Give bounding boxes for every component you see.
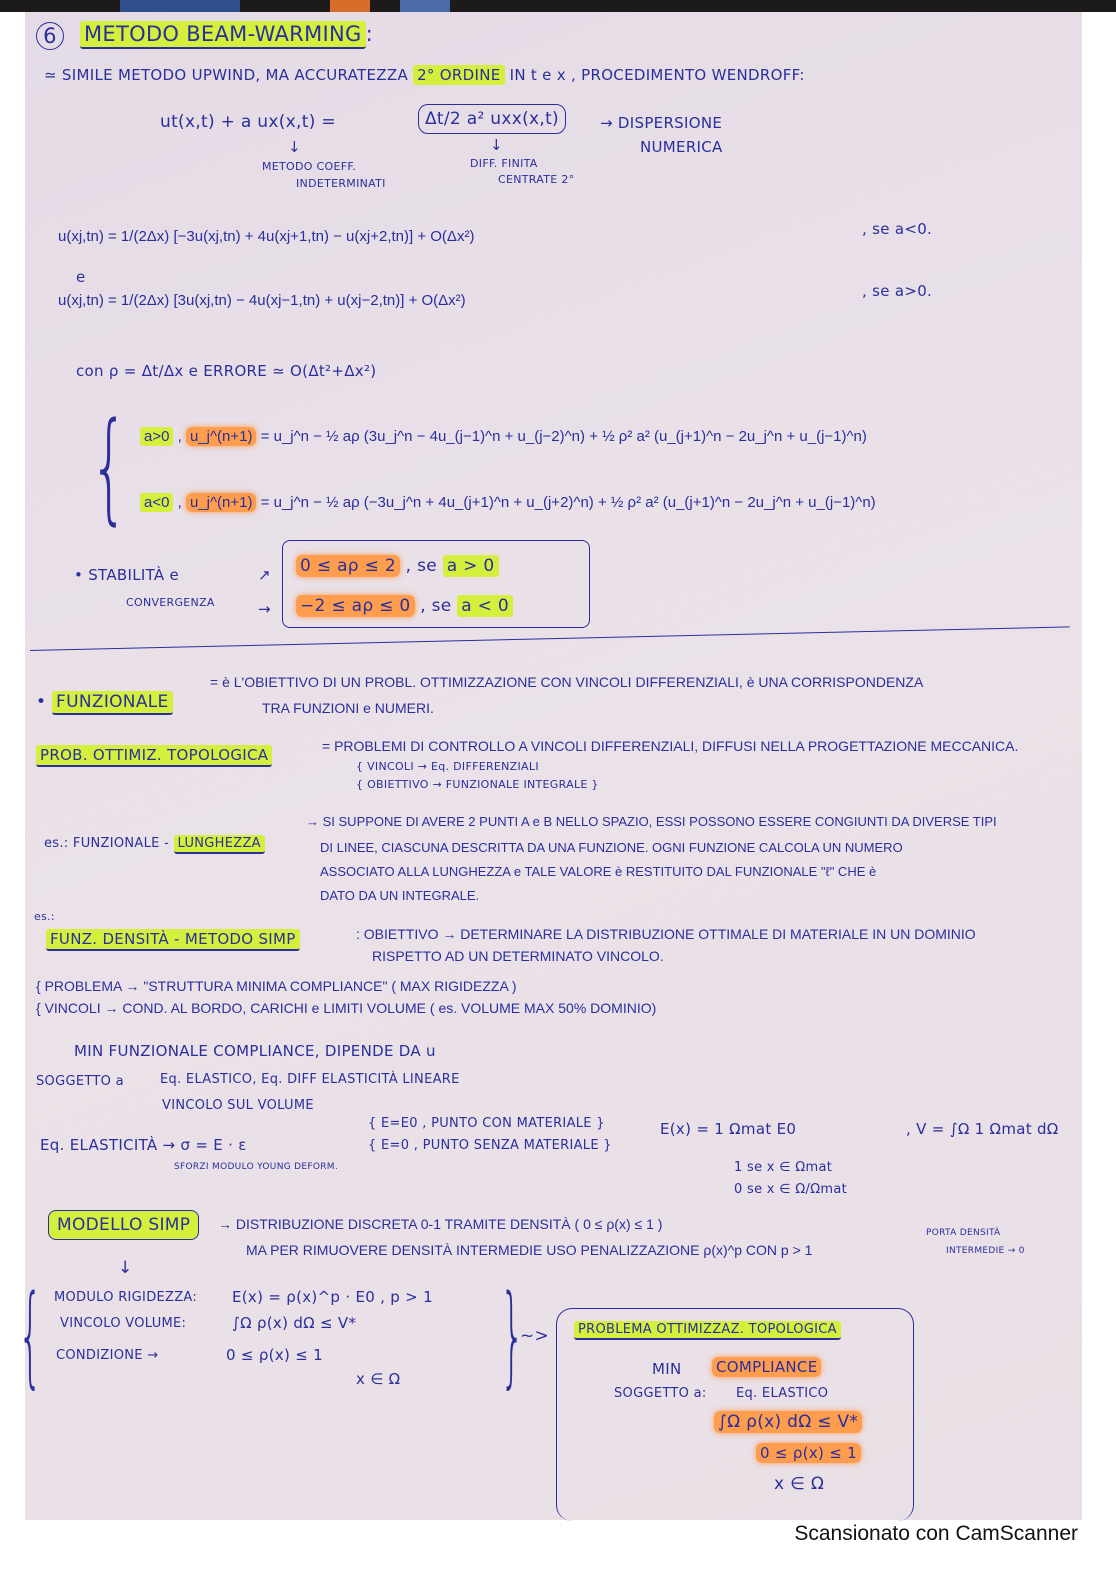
range-highlight: 0 ≤ ρ(x) ≤ 1 <box>756 1443 861 1463</box>
summary-title-text: PROBLEMA OTTIMIZZAZ. TOPOLOGICA <box>574 1321 841 1340</box>
scheme-row-neg: a<0 , u_j^(n+1) = u_j^n − ½ aρ (−3u_j^n + 4u_(j+1)^n + u_(j+2)^n) + ½ ρ² a² (u_(j+1)^n − 2u_j^n + u_(j−1)^n) <box>140 494 876 511</box>
stability-sep: , se <box>420 596 452 616</box>
soggetto-label: SOGGETTO a <box>36 1074 124 1089</box>
simp-text: MA PER RIMUOVERE DENSITÀ INTERMEDIE USO PENALIZZAZIONE ρ(x)^p CON p > 1 <box>246 1242 813 1258</box>
densita-min: MIN FUNZIONALE COMPLIANCE, DIPENDE DA u <box>74 1042 436 1060</box>
section-number: 6 <box>36 22 64 50</box>
summary-domain: x ∈ Ω <box>774 1474 825 1494</box>
es-label: es.: <box>34 910 55 923</box>
densita-text: RISPETTO AD UN DETERMINATO VINCOLO. <box>372 948 664 964</box>
densita-problema: { PROBLEMA → "STRUTTURA MINIMA COMPLIANCE" ( MAX RIGIDEZZA ) <box>36 978 517 994</box>
stability-row <box>296 596 513 616</box>
intro-highlight: 2° ORDINE <box>413 65 504 85</box>
summary-range <box>756 1444 861 1462</box>
simp-brace-left: { <box>18 1271 43 1399</box>
pde-note: INDETERMINATI <box>296 177 386 190</box>
stability-row <box>296 556 499 576</box>
ex-eq: E(x) = 1 Ωmat E0 <box>660 1120 797 1138</box>
simp-vin-label: VINCOLO VOLUME: <box>60 1316 187 1331</box>
simp-text: → DISTRIBUZIONE DISCRETA 0-1 TRAMITE DENSITÀ ( 0 ≤ ρ(x) ≤ 1 ) <box>218 1216 663 1232</box>
funzionale-def: TRA FUNZIONI e NUMERI. <box>262 700 434 716</box>
simp-vin-eq: ∫Ω ρ(x) dΩ ≤ V* <box>232 1314 357 1332</box>
elasticity-labels: SFORZI MODULO YOUNG DEFORM. <box>174 1162 339 1172</box>
topologica-def: { VINCOLI → Eq. DIFFERENZIALI <box>356 760 539 773</box>
scheme-brace: { <box>90 398 129 537</box>
stability-sep: , se <box>405 556 437 576</box>
densita-vincoli: { VINCOLI → COND. AL BORDO, CARICHI e LIMITI VOLUME ( es. VOLUME MAX 50% DOMINIO) <box>36 1000 657 1016</box>
pde-lhs: ut(x,t) + a ux(x,t) = <box>160 112 336 132</box>
summary-min: MIN <box>652 1360 682 1378</box>
pde-note: CENTRATE 2° <box>498 173 575 186</box>
esempio-text: DATO DA UN INTEGRALE. <box>320 888 480 903</box>
scheme-rhs: = u_j^n − ½ aρ (3u_j^n − 4u_(j−1)^n + u_(j−2)^n) + ½ ρ² a² (u_(j+1)^n − 2u_j^n + u_(j−1)^n) <box>260 428 867 445</box>
esempio-text: → SI SUPPONE DI AVERE 2 PUNTI A e B NELLO SPAZIO, ESSI POSSONO ESSERE CONGIUNTI DA DIVERSE TIPI <box>306 814 997 829</box>
esempio-text: ASSOCIATO ALLA LUNGHEZZA e TALE VALORE è RESTITUITO DAL FUNZIONALE "ℓ" CHE è <box>320 864 877 879</box>
unknown-highlight: u_j^(n+1) <box>186 493 257 512</box>
scan-edge-blob <box>400 0 450 12</box>
summary-vol <box>714 1412 862 1432</box>
pde-note: METODO COEFF. <box>262 160 357 173</box>
down-arrow-icon: ↓ <box>118 1258 133 1278</box>
compliance-highlight: COMPLIANCE <box>712 1357 821 1377</box>
stability-cond: a > 0 <box>443 555 499 577</box>
unknown-highlight: u_j^(n+1) <box>186 427 257 446</box>
term-highlight: LUNGHEZZA <box>174 835 265 854</box>
implies-arrow-icon: ~> <box>520 1326 550 1346</box>
simp-note: PORTA DENSITÀ <box>926 1228 1001 1238</box>
topologica-def: = PROBLEMI DI CONTROLLO A VINCOLI DIFFERENZIALI, DIFFUSI NELLA PROGETTAZIONE MECCANICA. <box>322 738 1019 754</box>
derivative-a-neg-cond: , se a<0. <box>862 220 933 238</box>
term-highlight: FUNZIONALE <box>52 691 173 715</box>
title-text: METODO BEAM-WARMING <box>80 21 366 49</box>
densita-term <box>46 930 300 948</box>
scan-edge-blob <box>120 0 240 12</box>
intro-line <box>44 66 805 84</box>
densita-text: : OBIETTIVO → DETERMINARE LA DISTRIBUZIONE OTTIMALE DI MATERIALE IN UN DOMINIO <box>356 926 976 942</box>
simp-mod-eq: E(x) = ρ(x)^p · E0 , p > 1 <box>232 1288 433 1306</box>
summary-title <box>574 1322 841 1337</box>
pde-rhs-box: Δt/2 a² uxx(x,t) <box>418 104 566 134</box>
condition-highlight: a<0 <box>140 493 173 512</box>
simp-cond-eq: 0 ≤ ρ(x) ≤ 1 <box>226 1346 323 1364</box>
funzionale-term: • FUNZIONALE <box>36 692 173 712</box>
topologica-term <box>36 746 272 764</box>
pde-note: NUMERICA <box>640 138 723 156</box>
elasticity-eq: Eq. ELASTICITÀ → σ = E · ε <box>40 1136 247 1154</box>
soggetto-item: VINCOLO SUL VOLUME <box>162 1098 314 1113</box>
arrow-icon: → <box>258 600 271 618</box>
derivative-a-neg: u(xj,tn) = 1/(2Δx) [−3u(xj,tn) + 4u(xj+1,tn) − u(xj+2,tn)] + O(Δx²) <box>58 228 475 245</box>
intro-text: IN t e x , PROCEDIMENTO WENDROFF: <box>509 66 805 84</box>
down-arrow-icon: ↓ <box>490 136 503 154</box>
ex-case: 0 se x ∈ Ω/Ωmat <box>734 1182 848 1197</box>
courant-note: con ρ = Δt/Δx e ERRORE ≃ O(Δt²+Δx²) <box>76 362 377 380</box>
elasticity-case: { E=0 , PUNTO SENZA MATERIALE } <box>368 1138 612 1153</box>
funzionale-def: = è L'OBIETTIVO DI UN PROBL. OTTIMIZZAZIONE CON VINCOLI DIFFERENZIALI, è UNA CORRISPONDENZA <box>210 674 924 690</box>
volume-eq: , V = ∫Ω 1 Ωmat dΩ <box>906 1120 1059 1138</box>
scheme-row-pos: a>0 , u_j^(n+1) = u_j^n − ½ aρ (3u_j^n − 4u_(j−1)^n + u_(j−2)^n) + ½ ρ² a² (u_(j+1)^n − 2u_j^n + u_(j−1)^n) <box>140 428 867 445</box>
topologica-def: { OBIETTIVO → FUNZIONALE INTEGRALE } <box>356 778 599 791</box>
derivative-a-pos-cond: , se a>0. <box>862 282 933 300</box>
scan-top-edge <box>0 0 1116 12</box>
pde-note: DIFF. FINITA <box>470 157 538 170</box>
scan-edge-blob <box>330 0 370 12</box>
vol-highlight: ∫Ω ρ(x) dΩ ≤ V* <box>714 1411 862 1433</box>
ex-case: 1 se x ∈ Ωmat <box>734 1160 833 1175</box>
stability-range: 0 ≤ aρ ≤ 2 <box>296 555 400 577</box>
soggetto-item: Eq. ELASTICO, Eq. DIFF ELASTICITÀ LINEARE <box>160 1072 460 1087</box>
derivative-a-pos: u(xj,tn) = 1/(2Δx) [3u(xj,tn) − 4u(xj−1,tn) + u(xj−2,tn)] + O(Δx²) <box>58 292 466 309</box>
simp-brace-right: } <box>500 1271 525 1399</box>
summary-eq: Eq. ELASTICO <box>736 1386 829 1401</box>
term-highlight: PROB. OTTIMIZ. TOPOLOGICA <box>36 745 272 767</box>
summary-compliance <box>712 1358 821 1376</box>
stability-label: CONVERGENZA <box>126 596 215 609</box>
arrow-icon: ↗ <box>258 566 271 584</box>
stability-range: −2 ≤ aρ ≤ 0 <box>296 595 415 617</box>
simp-domain: x ∈ Ω <box>356 1370 401 1388</box>
title-colon: : <box>365 22 373 46</box>
term-highlight: FUNZ. DENSITÀ - METODO SIMP <box>46 929 300 951</box>
simp-mod-label: MODULO RIGIDEZZA: <box>54 1290 198 1305</box>
esempio-text: DI LINEE, CIASCUNA DESCRITTA DA UNA FUNZIONE. OGNI FUNZIONE CALCOLA UN NUMERO <box>320 840 903 855</box>
simp-cond-label: CONDIZIONE → <box>56 1348 159 1363</box>
elasticity-case: { E=E0 , PUNTO CON MATERIALE } <box>368 1116 605 1131</box>
derivative-and: e <box>76 268 86 286</box>
simp-note: INTERMEDIE → 0 <box>946 1246 1025 1256</box>
simp-term: MODELLO SIMP <box>48 1210 199 1240</box>
esempio-prefix <box>44 836 265 851</box>
summary-soggetto: SOGGETTO a: <box>614 1386 707 1401</box>
scheme-rhs: = u_j^n − ½ aρ (−3u_j^n + 4u_(j+1)^n + u_(j+2)^n) + ½ ρ² a² (u_(j+1)^n − 2u_j^n + u_(j−1)^n) <box>260 494 876 511</box>
intro-text: ≃ SIMILE METODO UPWIND, MA ACCURATEZZA <box>44 66 409 84</box>
pde-note: → DISPERSIONE <box>600 114 723 132</box>
condition-highlight: a>0 <box>140 427 173 446</box>
down-arrow-icon: ↓ <box>288 138 301 156</box>
esempio-label: es.: FUNZIONALE - <box>44 836 170 851</box>
stability-label: • STABILITÀ e <box>74 566 180 584</box>
stability-cond: a < 0 <box>457 595 513 617</box>
page-title <box>80 22 373 46</box>
scanner-watermark: Scansionato con CamScanner <box>794 1522 1078 1545</box>
